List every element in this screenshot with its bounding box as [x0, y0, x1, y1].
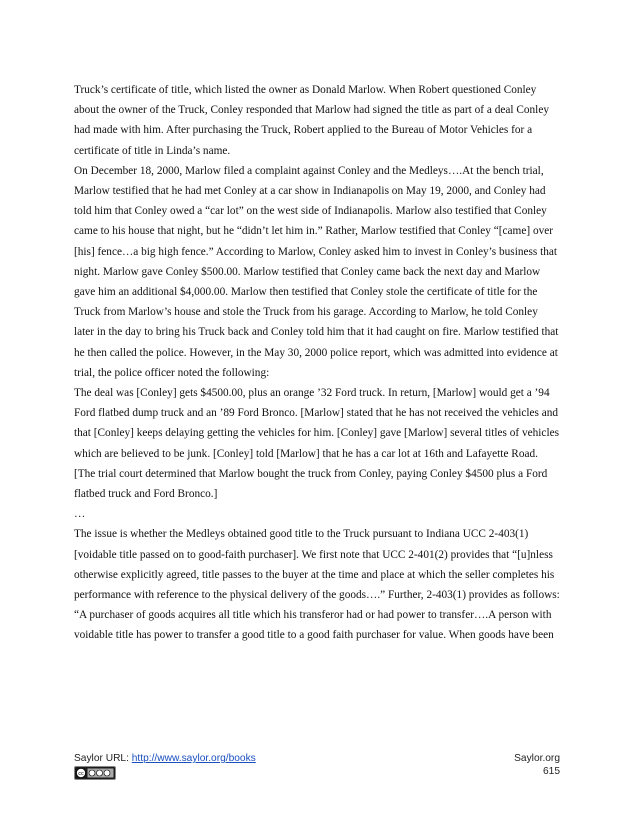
page-number: 615 — [543, 766, 560, 777]
paragraph-issue-analysis: The issue is whether the Medleys obtained good title to the Truck pursuant to Indiana UCC 2-403(1) [voidable title passed on to good-faith purchaser]. We first note that UCC 2-401(2) provides that “[u]nless otherwise explicitly agreed, title passes to the buyer at the time and place at which the seller completes his performance with reference to the physical delivery of the goods….” Further, 2-403(1) provides as follows: “A purchaser of goods acquires all title which his transferor had or had power to transfer….A person with voidable title has power to transfer a good title to a good faith purchaser for value. When goods have been — [74, 528, 560, 642]
paragraph-title-history: Truck’s certificate of title, which listed the owner as Donald Marlow. When Robert questioned Conley about the owner of the Truck, Conley responded that Marlow had signed the title as part of a deal Conley had made with him. After purchasing the Truck, Robert applied to the Bureau of Motor Vehicles for a certificate of title in Linda’s name. — [74, 84, 549, 157]
footer-url-link[interactable]: http://www.saylor.org/books — [131, 753, 256, 764]
paragraph-ellipsis: … — [74, 508, 86, 521]
page-footer — [74, 752, 560, 788]
creative-commons-license-icon — [74, 766, 116, 780]
document-body — [74, 80, 560, 646]
svg-text:cc: cc — [78, 771, 84, 777]
footer-site-info — [514, 752, 560, 778]
paragraph-trial-court-note: [The trial court determined that Marlow bought the truck from Conley, paying Conley $4500 plus a Ford flatbed truck and Ford Bronco.] — [74, 467, 548, 501]
paragraph-police-report-quote: The deal was [Conley] gets $4500.00, plus an orange ’32 Ford truck. In return, [Marlow] would get a ’94 Ford flatbed dump truck and an ’89 Ford Bronco. [Marlow] stated that he has not received the vehicles and that [Conley] keeps delaying getting the vehicles for him. [Conley] gave [Marlow] several titles of vehicles which are believed to be junk. [Conley] told [Marlow] that he has a car lot at 16th and Lafayette Road. — [74, 387, 559, 460]
footer-site-name: Saylor.org — [514, 753, 560, 764]
paragraph-complaint-testimony: On December 18, 2000, Marlow filed a complaint against Conley and the Medleys….At the bench trial, Marlow testified that he had met Conley at a car show in Indianapolis on May 19, 2000, and Conley had told him that Conley owed a “car lot” on the west side of Indianapolis. Marlow also testified that Conley came to his house that night, but he “didn’t let him in.” Rather, Marlow testified that Conley “[came] over [his] fence…a big high fence.” According to Marlow, Conley asked him to invest in Conley’s business that night. Marlow gave Conley $500.00. Marlow testified that Conley came back the next day and Marlow gave him an additional $4,000.00. Marlow then testified that Conley stole the certificate of title for the Truck from Marlow’s house and stole the Truck from his garage. According to Marlow, he told Conley later in the day to bring his Truck back and Conley told him that it had caught on fire. Marlow testified that he then called the police. However, in the May 30, 2000 police report, which was admitted into evidence at trial, the police officer noted the following: — [74, 164, 559, 379]
footer-source — [74, 752, 256, 765]
footer-url-label: Saylor URL: — [74, 753, 129, 764]
